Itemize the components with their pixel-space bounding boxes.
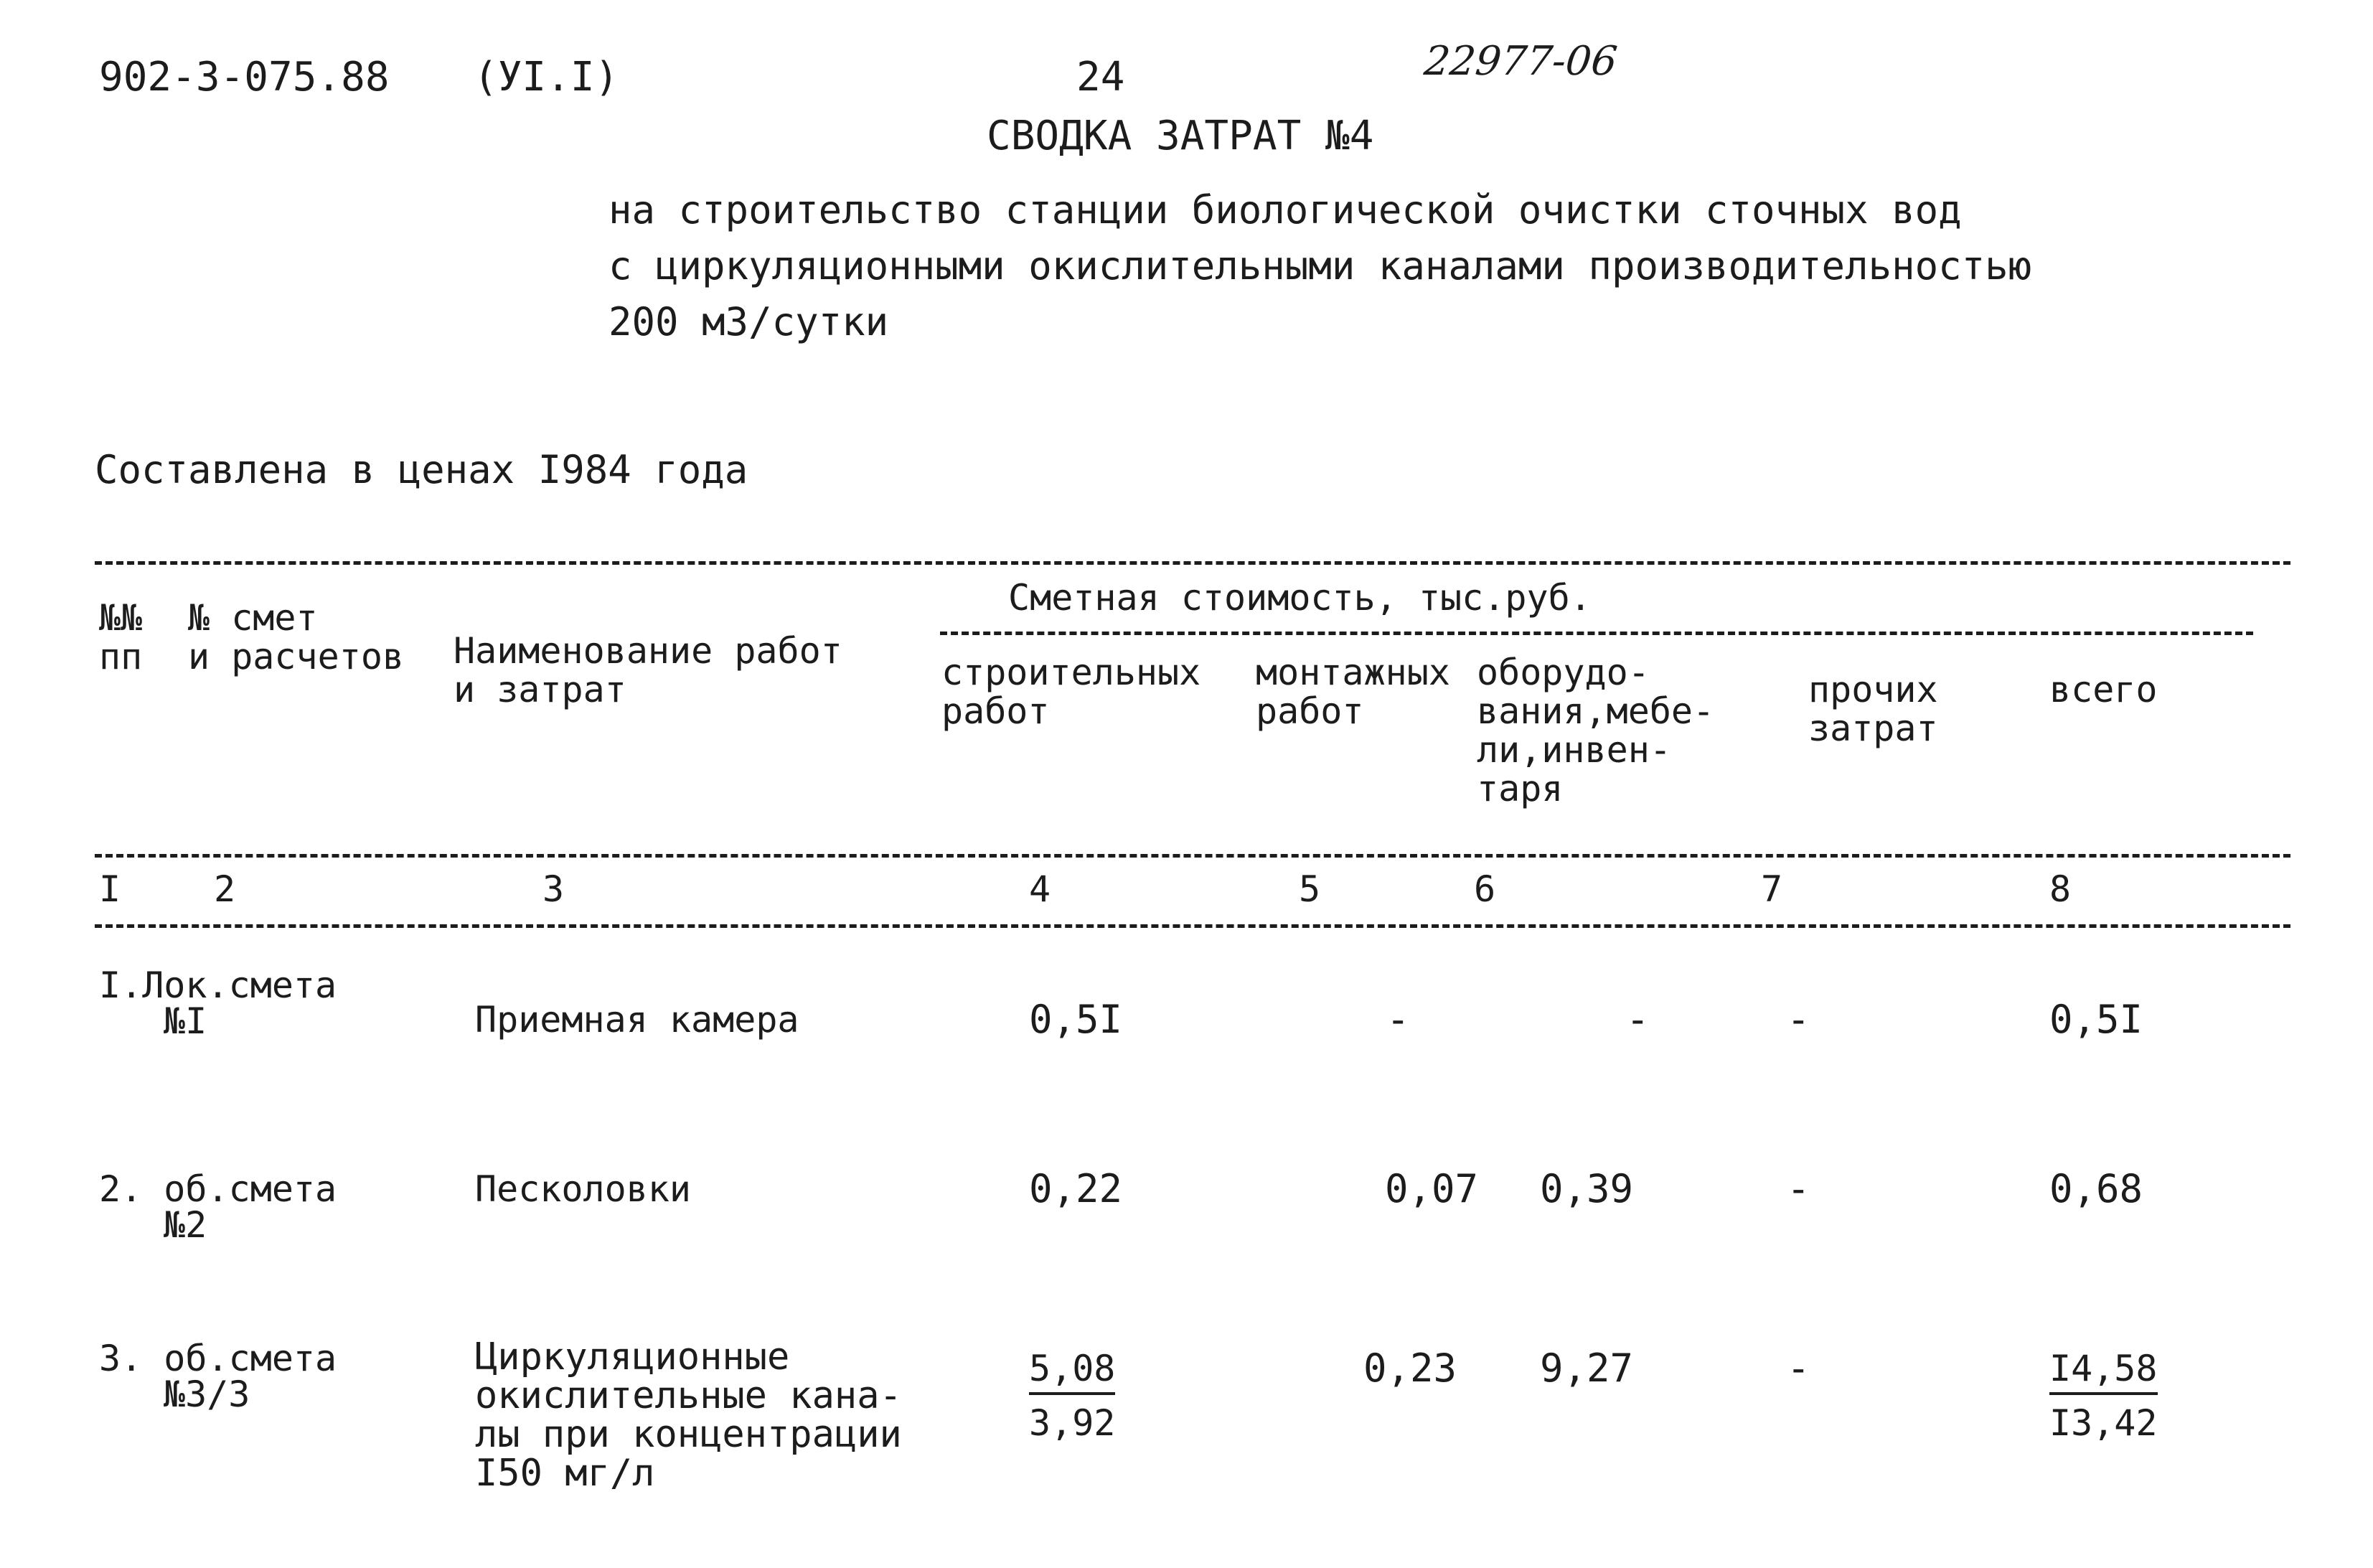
row-1-total: 0,5I <box>2049 997 2143 1042</box>
row-2-equipment: 0,39 <box>1540 1166 1634 1211</box>
row-1-construction: 0,5I <box>1029 997 1123 1042</box>
column-number: 3 <box>542 868 565 910</box>
row-3-total: I4,58 I3,42 <box>2049 1348 2158 1444</box>
column-number: 4 <box>1029 868 1051 910</box>
row-1-equipment: - <box>1626 997 1650 1042</box>
row-2-name: Песколовки <box>475 1168 692 1210</box>
row-3-equipment: 9,27 <box>1540 1346 1634 1391</box>
row-1-name: Приемная камера <box>475 999 799 1041</box>
row-3-other: - <box>1787 1346 1810 1391</box>
column-numbers-rule <box>95 924 2290 928</box>
header-col-other: прочих затрат <box>1808 669 1938 749</box>
document-code: 902-3-075.88 <box>99 54 390 100</box>
handwritten-number: 22977-06 <box>1422 38 1620 85</box>
subtitle-line-3: 200 м3/сутки <box>608 299 889 344</box>
row-1-installation: - <box>1386 997 1410 1042</box>
column-number: 6 <box>1474 868 1496 910</box>
subtitle-line-1: на строительство станции биологической очистки сточных вод <box>608 187 1962 233</box>
row-2-installation: 0,07 <box>1385 1166 1479 1211</box>
album-number: (УI.I) <box>474 54 619 100</box>
column-number: 5 <box>1299 868 1321 910</box>
header-col-name: Наименование работ и затрат <box>454 630 842 710</box>
page-number: 24 <box>1076 54 1125 100</box>
subtitle-line-2: с циркуляционными окислительными каналами производительностью <box>608 243 2032 288</box>
header-cost-group: Сметная стоимость, тыс.руб. <box>1008 577 1592 619</box>
group-header-rule <box>940 632 2253 635</box>
header-col-total: всего <box>2049 669 2158 710</box>
row-2-other: - <box>1787 1166 1810 1211</box>
header-bottom-rule <box>95 854 2290 858</box>
row-2-construction: 0,22 <box>1029 1166 1123 1211</box>
row-3-installation: 0,23 <box>1363 1346 1457 1391</box>
header-col-equipment: оборудо- вания,мебе- ли,инвен- таря <box>1477 652 1715 809</box>
row-3-construction: 5,08 3,92 <box>1029 1348 1116 1444</box>
row-3-name: Циркуляционные окислительные кана- лы при концентрации I50 мг/л <box>475 1335 902 1495</box>
header-col-pp: №№ пп <box>99 597 143 677</box>
header-col-estimate: № смет и расчетов <box>188 597 405 677</box>
row-1-other: - <box>1787 997 1810 1042</box>
row-1-estimate: I.Лок.смета №I <box>99 964 337 1042</box>
column-number: 7 <box>1761 868 1783 910</box>
column-number: 2 <box>214 868 236 910</box>
column-number: I <box>99 868 121 910</box>
header-col-installation: монтажных работ <box>1256 652 1450 732</box>
page-title: СВОДКА ЗАТРАТ №4 <box>987 113 1374 159</box>
column-number: 8 <box>2049 868 2072 910</box>
row-3-estimate: 3. об.смета №3/3 <box>99 1338 337 1415</box>
row-2-total: 0,68 <box>2049 1166 2143 1211</box>
header-col-construction: строительных работ <box>941 652 1201 732</box>
table-top-rule <box>95 561 2290 565</box>
prices-note: Составлена в ценах I984 года <box>95 447 748 492</box>
row-2-estimate: 2. об.смета №2 <box>99 1168 337 1246</box>
